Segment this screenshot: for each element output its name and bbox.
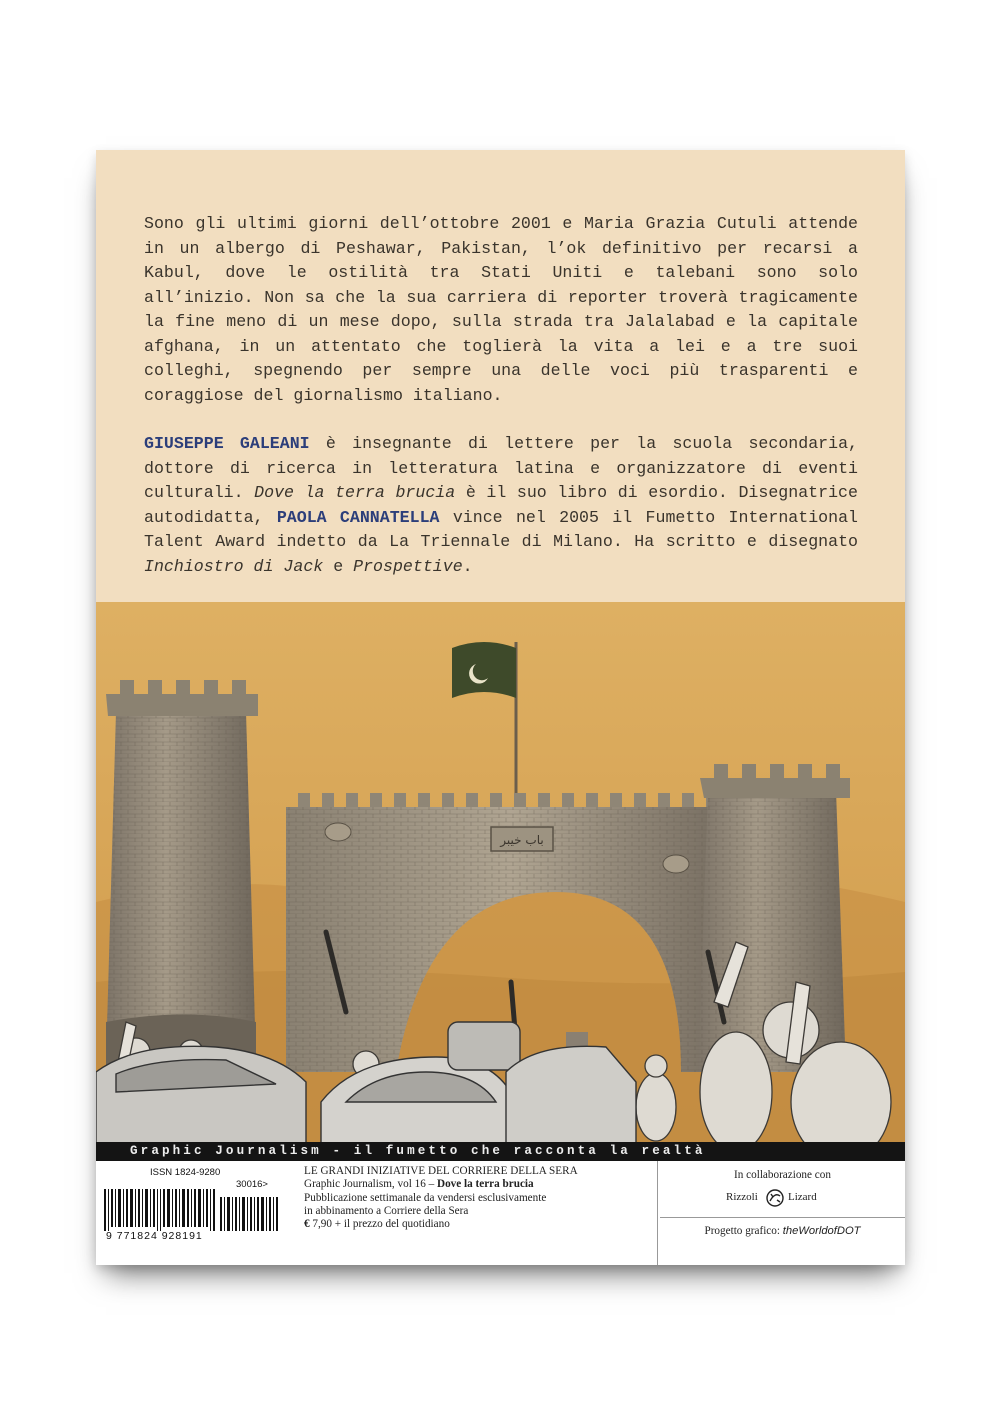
pub-price: 7,90 + il prezzo del quotidiano <box>309 1218 450 1231</box>
publication-info <box>304 1165 649 1231</box>
publisher-b: Lizard <box>788 1191 817 1203</box>
author-bio-part2: è il suo libro di esordio. Disegnatrice autodidatta, <box>144 483 858 527</box>
pub-distribution: Pubblicazione settimanale da vendersi esclusivamente <box>304 1191 547 1204</box>
bio-paragraph <box>144 432 858 579</box>
credit-label: Progetto grafico: <box>704 1225 783 1237</box>
flag <box>452 642 516 698</box>
artist-bio-part1: vince nel 2005 il Fumetto International Talent Award indetto da La Triennale di Milano. Ha scritto e disegnato <box>144 507 858 551</box>
bottom-info-strip <box>96 1161 905 1265</box>
collaboration-block <box>660 1161 905 1265</box>
pub-series-line <box>304 1178 649 1191</box>
work-title-1: Inchiostro di Jack <box>144 556 324 576</box>
pub-title: Dove la terra brucia <box>437 1178 534 1191</box>
pub-bundle: in abbinamento a Corriere della Sera <box>304 1204 469 1217</box>
left-tower-top <box>106 680 258 716</box>
lizard-icon <box>765 1188 785 1208</box>
gate-crenellations <box>286 793 766 807</box>
barcode-icon <box>104 1189 289 1231</box>
gate-sign-text: باب خیبر <box>500 833 544 847</box>
medallion-left <box>325 823 351 841</box>
issn-number: ISSN 1824-9280 <box>150 1167 221 1178</box>
publisher-logo <box>726 1188 846 1208</box>
barcode-block <box>104 1167 294 1257</box>
work-title-2: Prospettive <box>353 556 463 576</box>
design-credit <box>660 1225 905 1237</box>
series-banner: Graphic Journalism - il fumetto che racconta la realtà <box>96 1142 905 1161</box>
vertical-divider <box>657 1161 658 1265</box>
credit-name: theWorldofDOT <box>782 1225 861 1237</box>
pub-price-line <box>304 1218 649 1231</box>
medallion-right <box>663 855 689 873</box>
back-cover <box>96 150 905 1265</box>
collab-divider <box>660 1217 905 1218</box>
artist-name: PAOLA CANNATELLA <box>276 507 440 527</box>
sentence-end: . <box>462 556 473 576</box>
synopsis-paragraph: Sono gli ultimi giorni dell’ottobre 2001 e Maria Grazia Cutuli attende in un albergo di Peshawar, Pakistan, l’ok definitivo per recarsi a Kabul, dove le ostilità tra Stati Uniti e talebani sono solo all’inizio. Non sa che la sua carriera di reporter troverà tragicamente la fine meno di un mese dopo, sulla strada tra Jalalabad e la capitale afghana, in un attentato che toglierà la vita a lei e a tre suoi colleghi, spegnendo per sempre una delle voci più trasparenti e coraggiose del giornalismo italiano. <box>144 214 858 405</box>
collab-label: In collaborazione con <box>734 1169 831 1181</box>
barcode-digits: 9 771824 928191 <box>106 1230 203 1242</box>
barcode-addon: 30016> <box>236 1179 268 1190</box>
author-name: GIUSEPPE GALEANI <box>144 434 310 453</box>
book-title-italic: Dove la terra brucia <box>254 483 456 502</box>
pub-series: Graphic Journalism, vol 16 – <box>304 1178 437 1191</box>
publisher-a: Rizzoli <box>726 1191 758 1203</box>
khyber-gate-illustration <box>96 602 905 1161</box>
pub-initiative: LE GRANDI INIZIATIVE DEL CORRIERE DELLA SERA <box>304 1165 578 1177</box>
conjunction: e <box>323 556 354 576</box>
author-bio-part1: è insegnante di lettere per la scuola secondaria, dottore di ricerca in letteratura latina e organizzatore di eventi culturali. <box>144 434 858 502</box>
back-cover-text <box>144 212 858 603</box>
price-symbol: € <box>304 1218 310 1231</box>
right-tower-top <box>700 764 850 798</box>
